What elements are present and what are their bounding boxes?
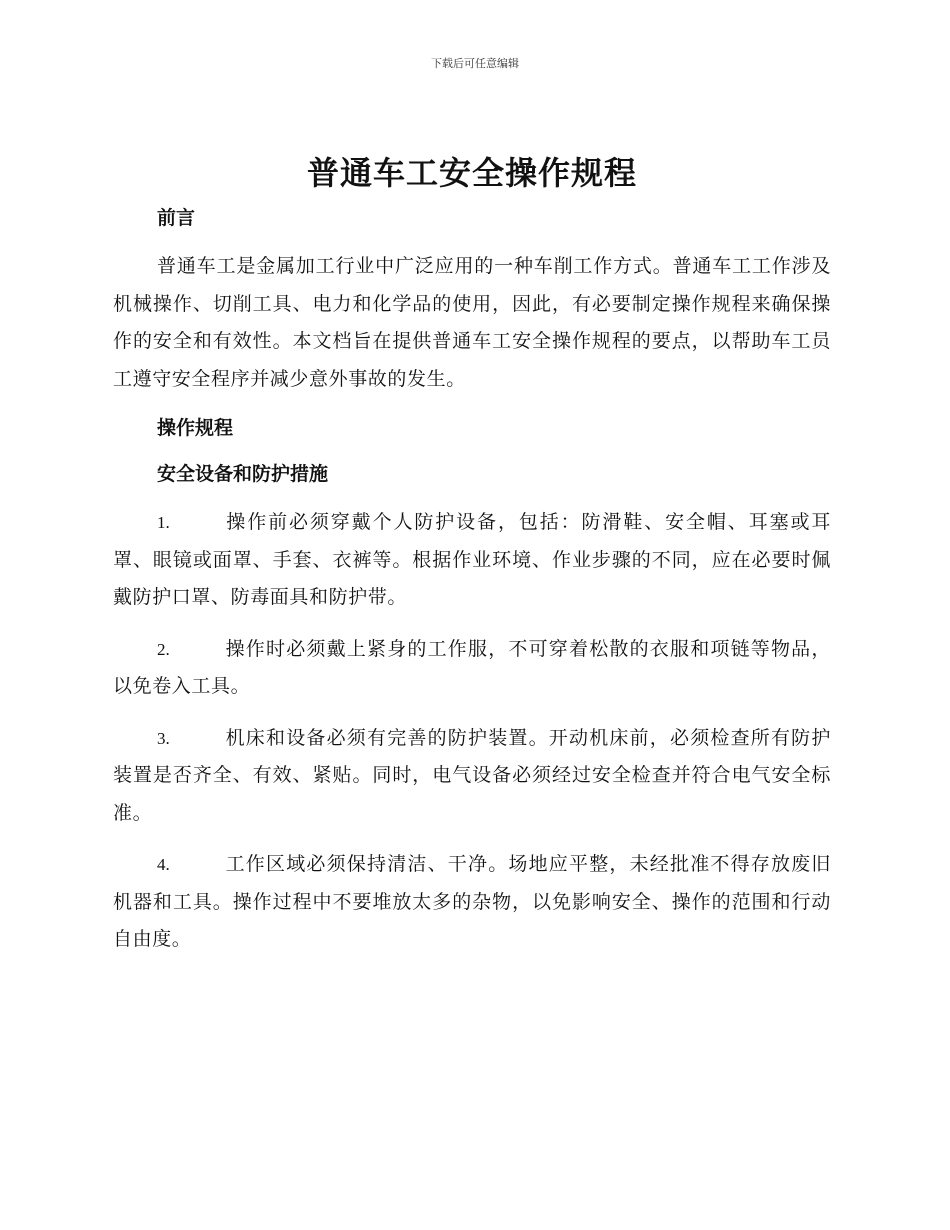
list-item-text: 操作前必须穿戴个人防护设备，包括：防滑鞋、安全帽、耳塞或耳罩、眼镜或面罩、手套、衣裤等。根据作业环境、作业步骤的不同，应在必要时佩戴防护口罩、防毒面具和防护带。 xyxy=(113,511,831,608)
list-item-number: 2. xyxy=(157,639,170,659)
list-item-number: 4. xyxy=(157,855,170,874)
list-item xyxy=(113,846,831,959)
safety-heading: 安全设备和防护措施 xyxy=(157,463,329,485)
list-item-text: 操作时必须戴上紧身的工作服，不可穿着松散的衣服和项链等物品，以免卷入工具。 xyxy=(113,637,831,697)
preface-heading: 前言 xyxy=(157,207,196,229)
header-note: 下载后可任意编辑 xyxy=(431,57,519,70)
list-item-text: 工作区域必须保持清洁、干净。场地应平整，未经批准不得存放废旧机器和工具。操作过程中不要堆放太多的杂物，以免影响安全、操作的范围和行动自由度。 xyxy=(113,853,831,950)
list-item-number: 3. xyxy=(157,728,170,748)
list-item xyxy=(113,504,831,617)
list-item xyxy=(113,631,831,706)
list-item-number: 1. xyxy=(157,513,170,532)
rules-heading: 操作规程 xyxy=(157,417,234,439)
document-body xyxy=(113,148,831,973)
list-item xyxy=(113,720,831,833)
preface-paragraph: 普通车工是金属加工行业中广泛应用的一种车削工作方式。普通车工工作涉及机械操作、切削工具、电力和化学品的使用，因此，有必要制定操作规程来确保操作的安全和有效性。本文档旨在提供普通车工安全操作规程的要点，以帮助车工员工遵守安全程序并减少意外事故的发生。 xyxy=(113,255,831,390)
list-item-text: 机床和设备必须有完善的防护装置。开动机床前，必须检查所有防护装置是否齐全、有效、紧贴。同时，电气设备必须经过安全检查并符合电气安全标准。 xyxy=(113,726,831,824)
document-title: 普通车工安全操作规程 xyxy=(306,154,637,192)
